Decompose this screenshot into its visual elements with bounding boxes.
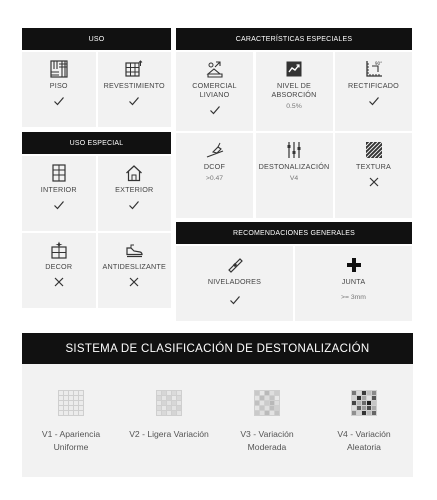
comercial-liviano-label: COMERCIAL LIVIANO xyxy=(192,81,237,99)
level-v2 xyxy=(117,390,221,441)
svg-text:90°: 90° xyxy=(374,61,382,66)
texture-icon xyxy=(365,141,383,159)
uso-antideslizante-cell xyxy=(98,233,172,308)
nivel-absorcion-value: 0.5% xyxy=(286,103,302,110)
comercial-liviano-cell xyxy=(176,52,253,131)
nivel-absorcion-cell xyxy=(256,52,333,131)
check-icon xyxy=(229,294,241,306)
junta-value: >= 3mm xyxy=(341,294,366,301)
uso-piso-label: PISO xyxy=(49,81,68,90)
dcof-label: DCOF xyxy=(203,162,226,171)
level-v3 xyxy=(218,390,316,454)
uso-exterior-cell xyxy=(98,156,172,231)
tile-v3-swatch xyxy=(254,390,280,416)
textura-label: TEXTURA xyxy=(356,162,391,171)
rectificado-label: RECTIFICADO xyxy=(348,81,399,90)
check-icon xyxy=(53,95,65,107)
floor-pattern-icon xyxy=(50,60,68,78)
junta-cell xyxy=(295,246,412,321)
junta-label: JUNTA xyxy=(341,277,366,286)
rectificado-cell xyxy=(335,52,412,131)
check-icon xyxy=(128,95,140,107)
dcof-slip-icon xyxy=(206,141,224,159)
cross-icon xyxy=(53,276,65,288)
plus-joint-icon xyxy=(345,256,363,274)
recomendaciones-header: RECOMENDACIONES GENERALES xyxy=(176,222,412,244)
destonalizacion-cell xyxy=(256,133,333,218)
niveladores-cell xyxy=(176,246,293,321)
cross-icon xyxy=(128,276,140,288)
uso-interior-label: INTERIOR xyxy=(40,185,77,194)
uso-exterior-label: EXTERIOR xyxy=(115,185,154,194)
uso-revestimiento-label: REVESTIMIENTO xyxy=(103,81,165,90)
sistema-header: SISTEMA DE CLASIFICACIÓN DE DESTONALIZACIÓN xyxy=(22,333,413,364)
tile-v4-swatch xyxy=(351,390,377,416)
level-v4 xyxy=(315,390,413,454)
absorption-chart-icon xyxy=(285,60,303,78)
house-icon xyxy=(125,164,143,182)
caracteristicas-header: CARACTERÍSTICAS ESPECIALES xyxy=(176,28,412,50)
uso-interior-cell xyxy=(22,156,96,231)
wall-tile-icon xyxy=(125,60,143,78)
uso-revestimiento-cell xyxy=(98,52,172,127)
level-v3-label: V3 - Variación Moderada xyxy=(240,429,294,452)
dcof-value: >0.47 xyxy=(205,175,224,182)
check-icon xyxy=(53,199,65,211)
dcof-cell xyxy=(176,133,253,218)
destonalizacion-label: DESTONALIZACIÓN xyxy=(258,162,330,171)
uso-header: USO xyxy=(22,28,171,50)
level-v4-label: V4 - Variación Aleatoria xyxy=(337,429,391,452)
textura-cell xyxy=(335,133,412,218)
decor-sparkle-icon xyxy=(50,241,68,259)
shoe-icon xyxy=(125,241,143,259)
commercial-light-icon xyxy=(206,60,224,78)
uso-decor-label: DECOR xyxy=(45,262,73,271)
cross-icon xyxy=(368,176,380,188)
uso-antideslizante-label: ANTIDESLIZANTE xyxy=(102,262,166,271)
niveladores-label: NIVELADORES xyxy=(207,277,262,286)
tile-v1-swatch xyxy=(58,390,84,416)
level-v1 xyxy=(22,390,120,454)
rectified-ruler-icon xyxy=(365,60,383,78)
tile-v2-swatch xyxy=(156,390,182,416)
uso-especial-header: USO ESPECIAL xyxy=(22,132,171,154)
sliders-icon xyxy=(285,141,303,159)
level-v2-label: V2 - Ligera Variación xyxy=(129,429,209,439)
check-icon xyxy=(128,199,140,211)
destonalizacion-value: V4 xyxy=(289,175,299,182)
uso-piso-cell xyxy=(22,52,96,127)
check-icon xyxy=(368,95,380,107)
level-tool-icon xyxy=(226,256,244,274)
nivel-absorcion-label: NIVEL DE ABSORCIÓN xyxy=(271,81,317,99)
uso-decor-cell xyxy=(22,233,96,308)
check-icon xyxy=(209,104,221,116)
level-v1-label: V1 - Apariencia Uniforme xyxy=(41,429,101,452)
interior-door-icon xyxy=(50,164,68,182)
